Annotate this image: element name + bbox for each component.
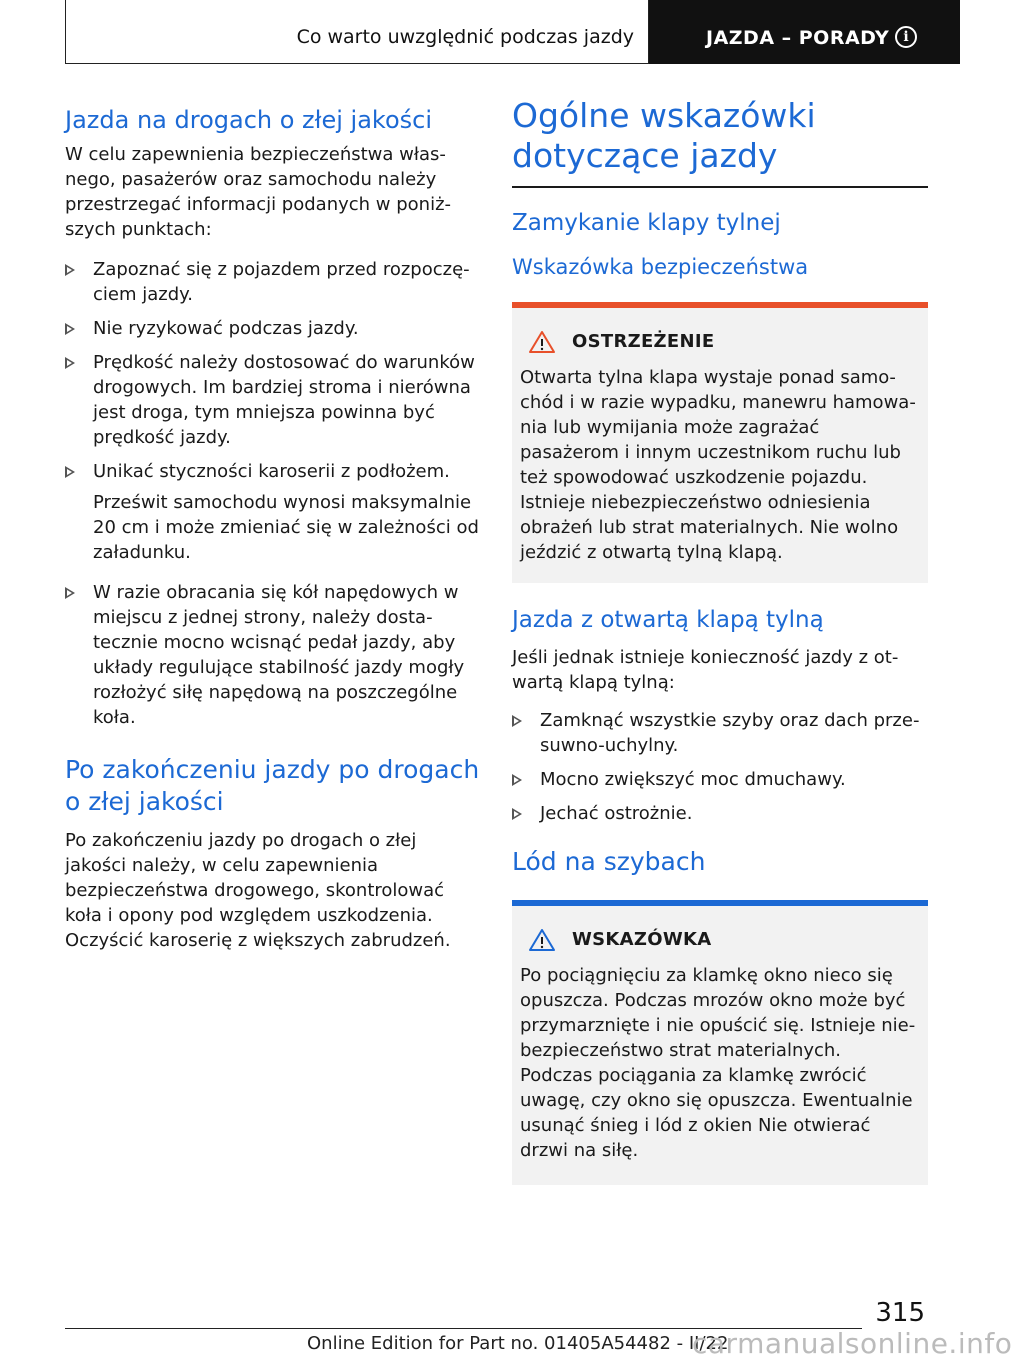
list-item: Mocno zwiększyć moc dmuchawy. [512,767,928,792]
wheels-list [65,580,480,730]
heading-rule [512,186,928,188]
heading-general-driving: Ogólne wskazówki dotyczące jazdy [512,96,816,175]
bad-roads-intro: W celu zapewnienia bezpieczeństwa własnego, pasażerów oraz samochodu należy przestrzegać informacji podanych w poniższych punktach: [65,144,452,240]
bad-roads-list [65,257,480,484]
triangle-bullet-icon [512,774,522,786]
page-number: 315 [875,1298,925,1328]
heading-bad-roads: Jazda na drogach o złej jakości [65,106,432,134]
heading-ice: Lód na szybach [512,846,706,876]
note-body: Po pociągnięciu za klamkę okno nieco się opuszcza. Podczas mrozów okno może być przymarznięte i nie opuścić się. Istnieje niebezpieczeństwo strat materialnych. Podczas pociągania za klamkę zwrócić uwagę, czy okno się opuszcza. Ewentualnie usunąć śnieg i lód z okien Nie otwierać drzwi na siłę. [520,964,916,1161]
triangle-bullet-icon [65,357,75,369]
triangle-bullet-icon [65,466,75,478]
warning-box [512,302,928,583]
chapter-title: JAZDA – PORADY [706,27,890,49]
open-tailgate-list [512,708,928,826]
watermark: carmanualsonline.info [692,1327,1012,1360]
list-item: Nie ryzykować podczas jazdy. [65,316,480,341]
warning-body: Otwarta tylna klapa wystaje ponad samochód i w razie wypadku, manewru hamowania lub wymijania może zagrażać pasażerom i innym uczestnikom ruchu lub też spowodować uszkodzenie pojazdu. Istnieje niebezpieczeństwo odniesienia obrażeń lub strat materialnych. Nie wolno jeździć z otwartą tylną klapą. [520,366,916,563]
warning-triangle-icon [528,330,556,354]
list-item: Prędkość należy dostosować do warunków drogowych. Im bardziej stroma i nierówna jest droga, tym mniejsza powinna być prędkość jazdy. [65,350,480,450]
list-item: W razie obracania się kół napędowych w miejscu z jednej strony, należy dostatecznie mocno wcisnąć pedał jazdy, aby układy regulujące stabilność jazdy mogły rozłożyć siłę napędową na poszczególne koła. [65,580,480,730]
right-column [512,96,928,1185]
header-section-box [65,0,649,64]
note-title: WSKAZÓWKA [572,929,712,950]
edition-info: Online Edition for Part no. 01405A54482 - II/22 [307,1333,729,1354]
header-chapter-box [649,0,960,64]
warning-title: OSTRZEŻENIE [572,331,715,352]
triangle-bullet-icon [65,264,75,276]
after-bad-roads-text: Po zakończeniu jazdy po drogach o złej jakości należy, w celu zapewnienia bezpieczeństwa drogowego, skontrolować koła i opony pod względem uszkodzenia. Oczyścić karoserię z większych zabrudzeń. [65,830,451,951]
open-tailgate-intro: Jeśli jednak istnieje konieczność jazdy z otwartą klapą tylną: [512,646,899,693]
note-header [512,906,928,952]
list-item: Zapoznać się z pojazdem przed rozpoczęciem jazdy. [65,257,480,307]
triangle-bullet-icon [512,808,522,820]
triangle-bullet-icon [512,715,522,727]
list-item: Zamknąć wszystkie szyby oraz dach przesuwno-uchylny. [512,708,928,758]
triangle-bullet-icon [65,323,75,335]
triangle-bullet-icon [65,587,75,599]
warning-header [512,308,928,354]
list-item: Unikać styczności karoserii z podłożem. [65,459,480,484]
info-icon: i [895,26,917,48]
note-box [512,900,928,1185]
heading-after-bad-roads: Po zakończeniu jazdy po drogach o złej jakości [65,755,480,816]
list-item: Jechać ostrożnie. [512,801,928,826]
left-column [65,96,480,953]
heading-tailgate: Zamykanie klapy tylnej [512,209,781,236]
clearance-note: Prześwit samochodu wynosi maksymalnie 20 cm i może zmieniać się w zależności od załadunku. [93,492,479,563]
heading-safety-note: Wskazówka bezpieczeństwa [512,254,809,279]
heading-open-tailgate: Jazda z otwartą klapą tylną [512,606,824,633]
section-title: Co warto uwzględnić podczas jazdy [296,26,634,48]
warning-triangle-icon [528,928,556,952]
